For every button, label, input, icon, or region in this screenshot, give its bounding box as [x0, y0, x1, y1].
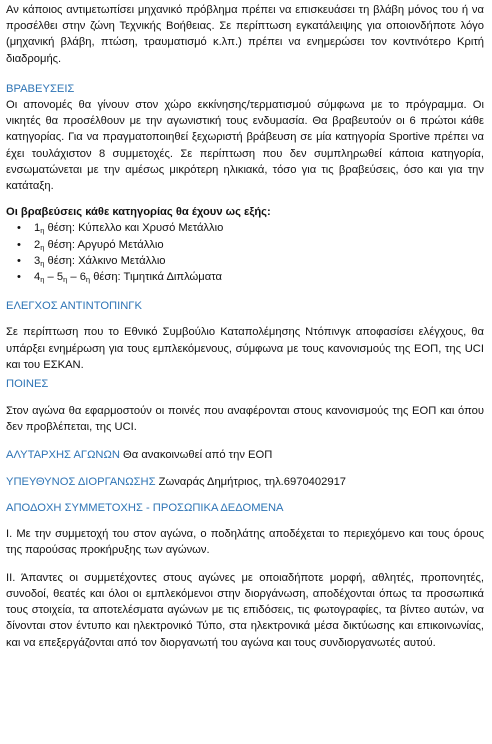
organizer-line	[6, 474, 484, 490]
awards-list	[6, 220, 484, 285]
organizer-value: Ζωναράς Δημήτριος, τηλ.6970402917	[155, 475, 347, 488]
awards-heading: ΒΡΑΒΕΥΣΕΙΣ	[6, 82, 75, 95]
document-page	[6, 2, 484, 651]
consent-paragraph-1: Ι. Με την συμμετοχή του στον αγώνα, ο ποδηλάτης αποδέχεται το περιεχόμενο και τους όρους της παρούσας προκήρυξης των αγώνων.	[6, 528, 484, 557]
list-item: • $1_\eta$ θέση: Κύπελλο και Χρυσό Μετάλλιο	[17, 222, 224, 236]
bullet-icon: •	[17, 238, 21, 251]
penalties-section	[6, 376, 484, 436]
intro-paragraph: Αν κάποιος αντιμετωπίσει μηχανικό πρόβλημα πρέπει να επισκευάσει τη βλάβη μόνος του ή να προσέλθει στην ζώνη Τεχνικής Βοήθειας. Σε περίπτωση εγκατάλειψης για οποιονδήποτε λόγο (μηχανική βλάβη, πτώση, τραυματισμό κ.λπ.) πρέπει να ενημερώσει τον κοντινότερο Κριτή διαδρομής.	[6, 4, 484, 65]
consent-paragraph-2: ΙΙ. Άπαντες οι συμμετέχοντες στους αγώνες με οποιαδήποτε μορφή, αθλητές, προπονητές, συνοδοί, θεατές και όλοι οι εμπλεκόμενοι στην διοργάνωση, αποδέχονται όπως τα προσωπικά τους στοιχεία, τα αποτελέσματα αγώνων με τις επιδόσεις, τις φωτογραφίες, τα βίντεο αυτών, να δίνονται στον έντυπο και ηλεκτρονικό Τύπο, στα ηλεκτρονικά μέσα δικτύωσης και επικοινωνίας, και να επεξεργάζονται από τον διοργανωτή του αγώνα και τους συνδιοργανωτές αυτού.	[6, 571, 484, 649]
awards-section	[6, 81, 484, 285]
doping-heading: ΕΛΕΓΧΟΣ ΑΝΤΙΝΤΟΠΙΝΓΚ	[6, 300, 142, 313]
awards-paragraph: Οι απονομές θα γίνουν στον χώρο εκκίνησης/τερματισμού σύμφωνα με το πρόγραμμα. Οι νικητές θα προσέλθουν με την αγωνιστική τους ενδυμασία. Θα βραβευτούν οι 6 πρώτοι κάθε κατηγορίας. Για να πραγματοποιηθεί ξεχωριστή βράβευση σε μία κατηγορία Sportive πρέπει να έχει τουλάχιστον 8 συμμετοχές. Σε περίπτωση που δεν συμπληρωθεί κάποια κατηγορία, ενσωματώνεται με την αμέσως μικρότερη ηλικιακά, τόσο για τις βραβεύσεις, όσο και για την κατάταξη.	[6, 99, 484, 193]
bullet-icon: •	[17, 222, 21, 235]
doping-section	[6, 298, 484, 373]
penalties-paragraph: Στον αγώνα θα εφαρμοστούν οι ποινές που αναφέρονται στους κανονισμούς της ΕΟΠ και όπου δεν προβλέπεται, της UCI.	[6, 405, 484, 434]
list-item: • $3_\eta$ θέση: Χάλκινο Μετάλλιο	[17, 254, 166, 268]
awards-list-title: Οι βραβεύσεις κάθε κατηγορίας θα έχουν ως εξής:	[6, 206, 271, 219]
consent-heading: ΑΠΟΔΟΧΗ ΣΥΜΜΕΤΟΧΗΣ - ΠΡΟΣΩΠΙΚΑ ΔΕΔΟΜΕΝΑ	[6, 502, 284, 515]
doping-paragraph: Σε περίπτωση που το Εθνικό Συμβούλιο Καταπολέμησης Ντόπινγκ αποφασίσει ελέγχους, θα υπάρξει ενημέρωση για τους εμπλεκόμενους, σύμφωνα με τους κανονισμούς της ΕΟΠ, της UCI και του ΕΣΚΑΝ.	[6, 326, 484, 371]
penalties-heading: ΠΟΙΝΕΣ	[6, 378, 49, 391]
list-item: • $4_\eta - 5_\eta - 6_\eta$ θέση: Τιμητικά Διπλώματα	[17, 271, 222, 285]
race-director-line	[6, 447, 484, 463]
bullet-icon: •	[17, 254, 21, 267]
organizer-label: ΥΠΕΥΘΥΝΟΣ ΔΙΟΡΓΑΝΩΣΗΣ	[6, 475, 156, 488]
consent-section	[6, 500, 484, 651]
bullet-icon: •	[17, 271, 21, 284]
race-director-value: Θα ανακοινωθεί από την ΕΟΠ	[119, 448, 273, 461]
race-director-label: ΑΛΥΤΑΡΧΗΣ ΑΓΩΝΩΝ	[6, 448, 120, 461]
list-item: • $2_\eta$ θέση: Αργυρό Μετάλλιο	[17, 238, 164, 252]
